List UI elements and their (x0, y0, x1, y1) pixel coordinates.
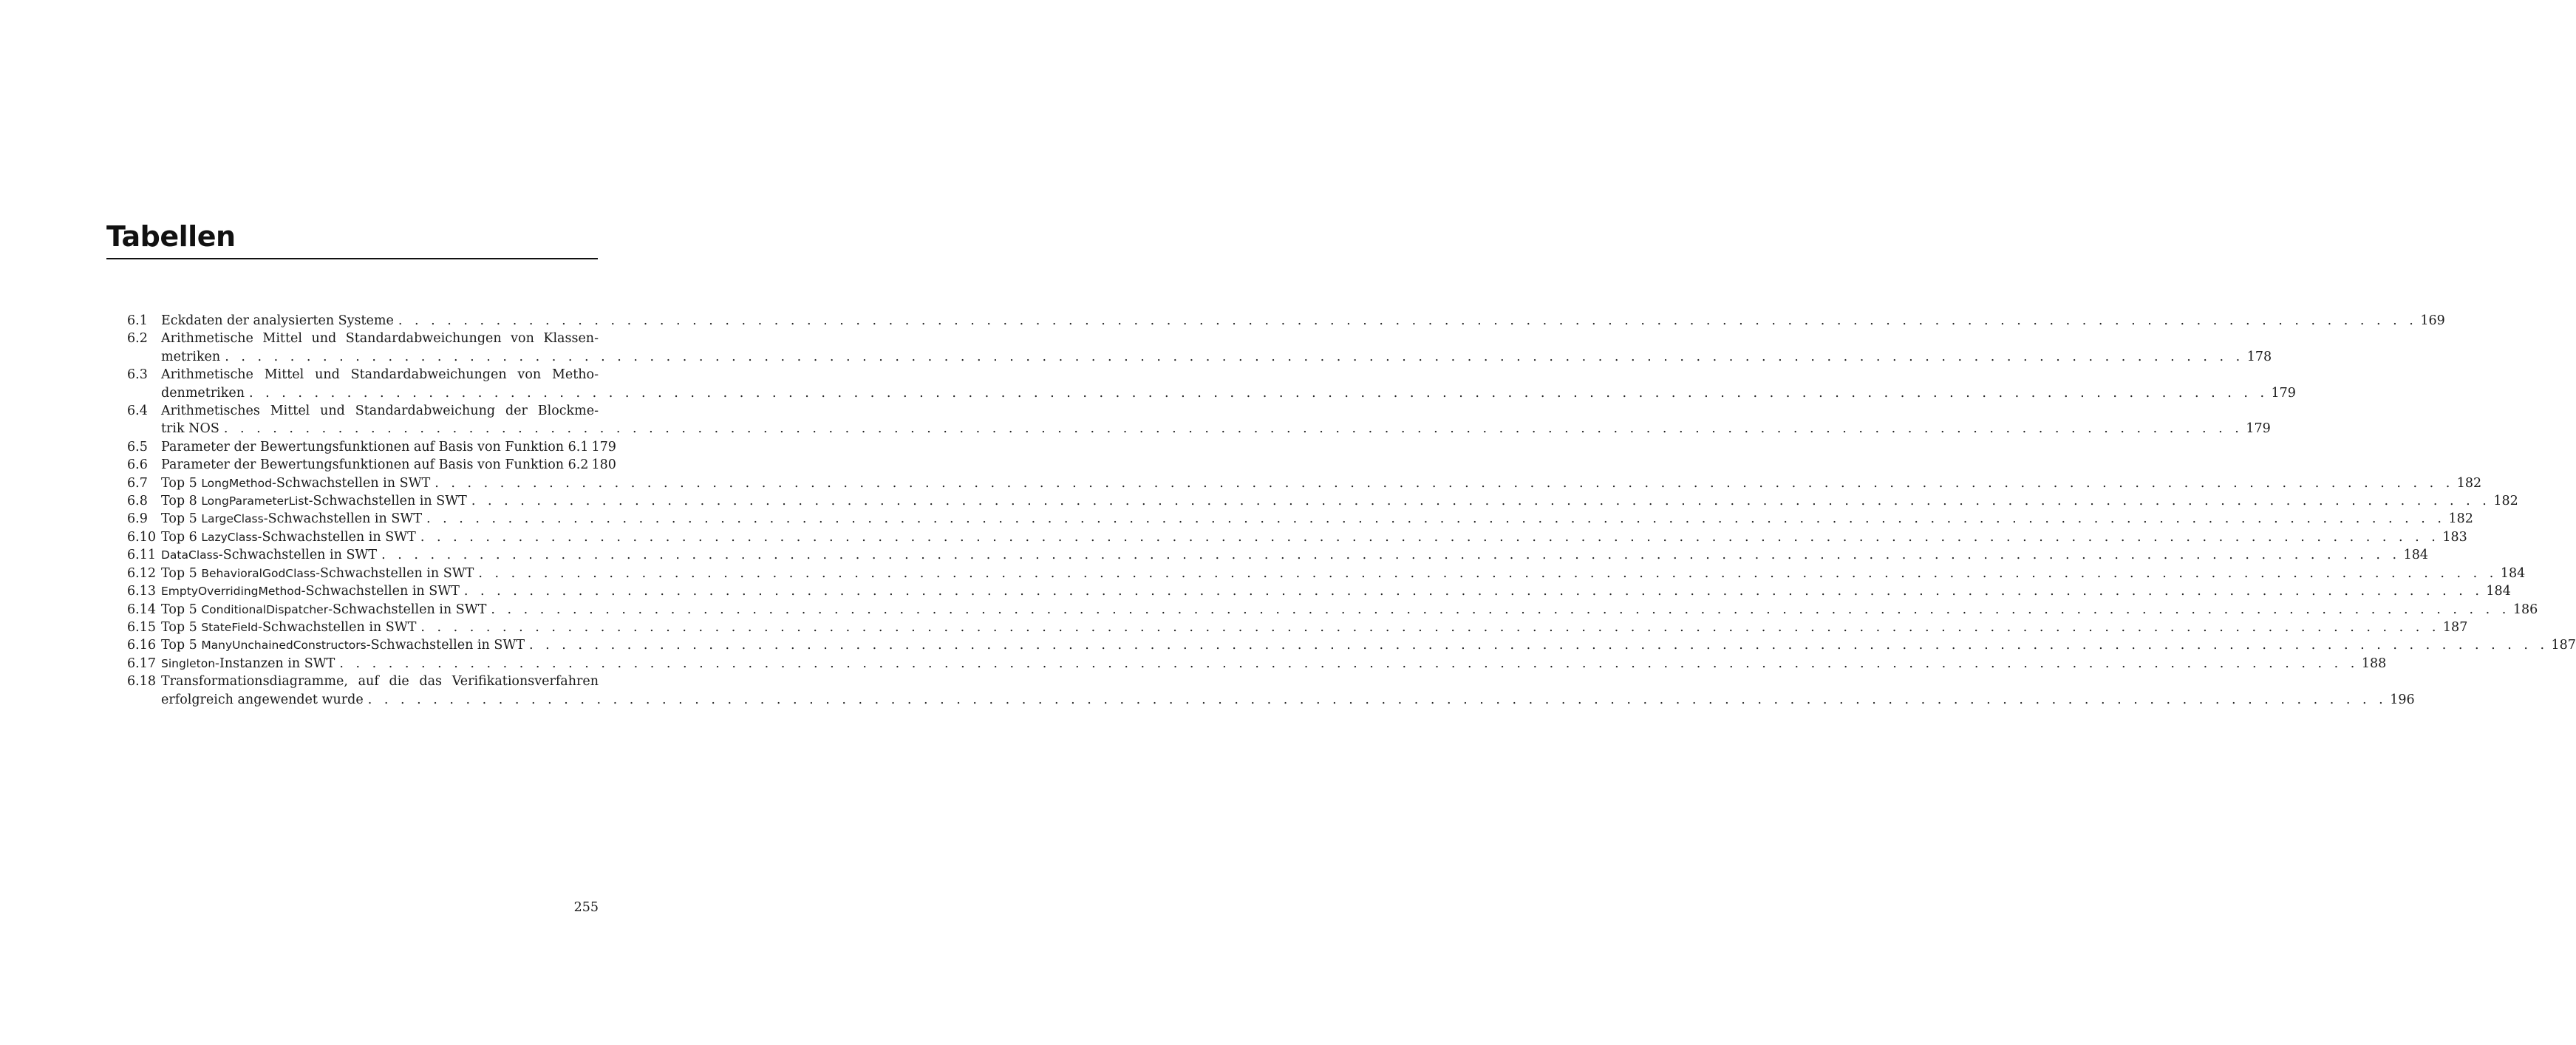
entry-number: 6.15 (127, 619, 156, 635)
entry-number: 6.9 (127, 511, 148, 527)
code-term: ConditionalDispatcher (201, 602, 329, 616)
entry-title: Top 5 ConditionalDispatcher-Schwachstellen in SWT (161, 602, 487, 617)
entry-page: 179 (2246, 421, 2271, 437)
code-term: LongParameterList (201, 494, 309, 508)
toc-entry-6-3[interactable] (127, 366, 2296, 402)
entry-page: 182 (2493, 494, 2518, 509)
entry-page: 179 (591, 439, 616, 455)
entry-page: 187 (2442, 619, 2468, 635)
entry-page: 178 (2246, 349, 2272, 364)
toc-entry-6-2[interactable] (127, 330, 2272, 366)
entry-title: Top 5 BehavioralGodClass-Schwachstellen in SWT (161, 565, 474, 581)
toc-entry-6-5[interactable] (127, 438, 616, 456)
entry-number: 6.14 (127, 602, 156, 617)
entry-number: 6.1 (127, 313, 148, 328)
entry-title: Top 6 LazyClass-Schwachstellen in SWT (161, 529, 416, 545)
entry-title: Top 5 ManyUnchainedConstructors-Schwachstellen in SWT (161, 638, 525, 653)
dot-leader: . . . . . . . . . . . . . . . . . . . . . . . . . . . . . . . . . . . . . . . . . . . . . . . . . . . . . . . . . . . . . . . . . . . . . . . . . . . . . . . . . . . . . . . . . . . . . . . . . . . . . . . . . . . . . . . . . . . . . . . . . . . . (463, 584, 2484, 599)
dot-leader: . . . . . . . . . . . . . . . . . . . . . . . . . . . . . . . . . . . . . . . . . . . . . . . . . . . . . . . . . . . . . . . . . . . . . . . . . . . . . . . . . . . . . . . . . . . . . . . . . . . . . . . . . . . . . . . . . . . . . . . . . . . . (471, 494, 2491, 509)
code-term: LongMethod (201, 476, 272, 490)
entry-number: 6.8 (127, 494, 148, 509)
toc-entry-6-8[interactable] (127, 492, 2518, 510)
code-term: DataClass (161, 548, 219, 562)
entry-page: 179 (2271, 385, 2296, 401)
entry-page: 184 (2486, 584, 2511, 599)
entry-page: 184 (2403, 548, 2428, 563)
toc-entry-6-13[interactable] (127, 582, 2511, 600)
dot-leader: . . . . . . . . . . . . . . . . . . . . . . . . . . . . . . . . . . . . . . . . . . . . . . . . . . . . . . . . . . . . . . . . . . . . . . . . . . . . . . . . . . . . . . . . . . . . . . . . . . . . . . . . . . . . . . . . . . . . . . . . . . . . (249, 385, 2269, 401)
entry-number: 6.3 (127, 367, 148, 383)
entry-title-line-1: Arithmetische Mittel und Standardabweichungen von Metho- (161, 367, 599, 383)
dot-leader: . . . . . . . . . . . . . . . . . . . . . . . . . . . . . . . . . . . . . . . . . . . . . . . . . . . . . . . . . . . . . . . . . . . . . . . . . . . . . . . . . . . . . . . . . . . . . . . . . . . . . . . . . . . . . . . . . . . . . . . . . . . . (478, 565, 2498, 581)
dot-leader: . . . . . . . . . . . . . . . . . . . . . . . . . . . . . . . . . . . . . . . . . . . . . . . . . . . . . . . . . . . . . . . . . . . . . . . . . . . . . . . . . . . . . . . . . . . . . . . . . . . . . . . . . . . . . . . . . . . . . . . . . . . . (491, 602, 2510, 617)
toc-entry-6-6[interactable] (127, 456, 616, 474)
entry-number: 6.5 (127, 439, 148, 455)
toc-entry-6-14[interactable] (127, 601, 2538, 619)
toc-entry-6-10[interactable] (127, 528, 2467, 546)
code-term: StateField (201, 620, 259, 634)
code-term: LazyClass (201, 530, 258, 544)
dot-leader: . . . . . . . . . . . . . . . . . . . . . . . . . . . . . . . . . . . . . . . . . . . . . . . . . . . . . . . . . . . . . . . . . . . . . . . . . . . . . . . . . . . . . . . . . . . . . . . . . . . . . . . . . . . . . . . . . . . . . . . . . . . . (420, 529, 2440, 545)
entry-page: 187 (2551, 638, 2576, 653)
entry-title-line-2: erfolgreich angewendet wurde (161, 692, 364, 707)
entry-page: 182 (2456, 475, 2482, 491)
entry-title-line-2: denmetriken (161, 385, 245, 401)
toc-entry-6-7[interactable] (127, 474, 2482, 492)
entry-page: 196 (2390, 692, 2415, 707)
dot-leader: . . . . . . . . . . . . . . . . . . . . . . . . . . . . . . . . . . . . . . . . . . . . . . . . . . . . . . . . . . . . . . . . . . . . . . . . . . . . . . . . . . . . . . . . . . . . . . . . . . . . . . . . . . . . . . . . . . . . . . . . . . . . (225, 349, 2244, 364)
code-term: LargeClass (201, 512, 264, 526)
entry-title: DataClass-Schwachstellen in SWT (161, 548, 378, 563)
entry-number: 6.10 (127, 529, 156, 545)
entry-number: 6.2 (127, 331, 148, 347)
entry-number: 6.13 (127, 584, 156, 599)
page-title: Tabellen (106, 220, 236, 253)
entry-title-line-1: Arithmetisches Mittel und Standardabweichung der Blockme- (161, 404, 599, 419)
entry-title: Parameter der Bewertungsfunktionen auf Basis von Funktion 6.1 (161, 439, 589, 455)
entry-number: 6.4 (127, 404, 148, 419)
dot-leader: . . . . . . . . . . . . . . . . . . . . . . . . . . . . . . . . . . . . . . . . . . . . . . . . . . . . . . . . . . . . . . . . . . . . . . . . . . . . . . . . . . . . . . . . . . . . . . . . . . . . . . . . . . . . . . . . . . . . . . . . . . . . (398, 313, 2418, 328)
toc-entry-6-16[interactable] (127, 636, 2576, 654)
dot-leader: . . . . . . . . . . . . . . . . . . . . . . . . . . . . . . . . . . . . . . . . . . . . . . . . . . . . . . . . . . . . . . . . . . . . . . . . . . . . . . . . . . . . . . . . . . . . . . . . . . . . . . . . . . . . . . . . . . . . . . . . . . . . (435, 475, 2454, 491)
list-of-tables (127, 312, 2576, 709)
entry-page: 183 (2442, 529, 2467, 545)
entry-number: 6.7 (127, 475, 148, 491)
toc-entry-6-1[interactable] (127, 312, 2445, 330)
toc-entry-6-4[interactable] (127, 402, 2271, 438)
entry-page: 188 (2361, 656, 2387, 671)
entry-title: Top 5 StateField-Schwachstellen in SWT (161, 619, 417, 635)
entry-number: 6.16 (127, 638, 156, 653)
toc-entry-6-17[interactable] (127, 655, 2387, 673)
dot-leader: . . . . . . . . . . . . . . . . . . . . . . . . . . . . . . . . . . . . . . . . . . . . . . . . . . . . . . . . . . . . . . . . . . . . . . . . . . . . . . . . . . . . . . . . . . . . . . . . . . . . . . . . . . . . . . . . . . . . . . . . . . . . (529, 638, 2549, 653)
entry-page: 169 (2420, 313, 2445, 328)
entry-number: 6.12 (127, 565, 156, 581)
entry-title: Singleton-Instanzen in SWT (161, 656, 335, 671)
dot-leader: . . . . . . . . . . . . . . . . . . . . . . . . . . . . . . . . . . . . . . . . . . . . . . . . . . . . . . . . . . . . . . . . . . . . . . . . . . . . . . . . . . . . . . . . . . . . . . . . . . . . . . . . . . . . . . . . . . . . . . . . . . . . (426, 511, 2446, 527)
entry-title: Top 8 LongParameterList-Schwachstellen in SWT (161, 494, 467, 509)
entry-title: Eckdaten der analysierten Systeme (161, 313, 394, 328)
dot-leader: . . . . . . . . . . . . . . . . . . . . . . . . . . . . . . . . . . . . . . . . . . . . . . . . . . . . . . . . . . . . . . . . . . . . . . . . . . . . . . . . . . . . . . . . . . . . . . . . . . . . . . . . . . . . . . . . . . . . . . . . . . . . (367, 692, 2388, 707)
page-number: 255 (573, 900, 599, 915)
entry-page: 182 (2448, 511, 2473, 527)
dot-leader: . . . . . . . . . . . . . . . . . . . . . . . . . . . . . . . . . . . . . . . . . . . . . . . . . . . . . . . . . . . . . . . . . . . . . . . . . . . . . . . . . . . . . . . . . . . . . . . . . . . . . . . . . . . . . . . . . . . . . . . . . . . . (381, 548, 2401, 563)
toc-entry-6-9[interactable] (127, 510, 2473, 528)
entry-page: 184 (2500, 565, 2526, 581)
entry-page: 180 (591, 457, 616, 473)
dot-leader: . . . . . . . . . . . . . . . . . . . . . . . . . . . . . . . . . . . . . . . . . . . . . . . . . . . . . . . . . . . . . . . . . . . . . . . . . . . . . . . . . . . . . . . . . . . . . . . . . . . . . . . . . . . . . . . . . . . . . . . . . . . . (339, 656, 2359, 671)
toc-entry-6-11[interactable] (127, 546, 2428, 564)
entry-page: 186 (2512, 602, 2538, 617)
entry-number: 6.11 (127, 548, 156, 563)
toc-entry-6-18[interactable] (127, 673, 2415, 709)
title-rule (106, 258, 598, 259)
dot-leader: . . . . . . . . . . . . . . . . . . . . . . . . . . . . . . . . . . . . . . . . . . . . . . . . . . . . . . . . . . . . . . . . . . . . . . . . . . . . . . . . . . . . . . . . . . . . . . . . . . . . . . . . . . . . . . . . . . . . . . . . . . . . (223, 421, 2243, 437)
entry-title-line-2: metriken (161, 349, 221, 364)
entry-number: 6.17 (127, 656, 156, 671)
entry-title-line-1: Arithmetische Mittel und Standardabweichungen von Klassen- (161, 331, 599, 347)
code-term: ManyUnchainedConstructors (201, 639, 367, 653)
toc-entry-6-12[interactable] (127, 565, 2526, 582)
code-term: EmptyOverridingMethod (161, 585, 301, 599)
code-term: BehavioralGodClass (201, 566, 316, 580)
entry-number: 6.18 (127, 674, 156, 690)
toc-entry-6-15[interactable] (127, 619, 2468, 636)
entry-title-line-1: Transformationsdiagramme, auf die das Verifikationsverfahren (161, 674, 599, 690)
entry-title: Top 5 LongMethod-Schwachstellen in SWT (161, 475, 431, 491)
code-term: Singleton (161, 656, 216, 670)
entry-title: Top 5 LargeClass-Schwachstellen in SWT (161, 511, 422, 527)
dot-leader: . . . . . . . . . . . . . . . . . . . . . . . . . . . . . . . . . . . . . . . . . . . . . . . . . . . . . . . . . . . . . . . . . . . . . . . . . . . . . . . . . . . . . . . . . . . . . . . . . . . . . . . . . . . . . . . . . . . . . . . . . . . . (420, 619, 2440, 635)
entry-title: Parameter der Bewertungsfunktionen auf Basis von Funktion 6.2 (161, 457, 589, 473)
entry-number: 6.6 (127, 457, 148, 473)
entry-title: EmptyOverridingMethod-Schwachstellen in SWT (161, 584, 460, 599)
entry-title-line-2: trik NOS (161, 421, 219, 437)
